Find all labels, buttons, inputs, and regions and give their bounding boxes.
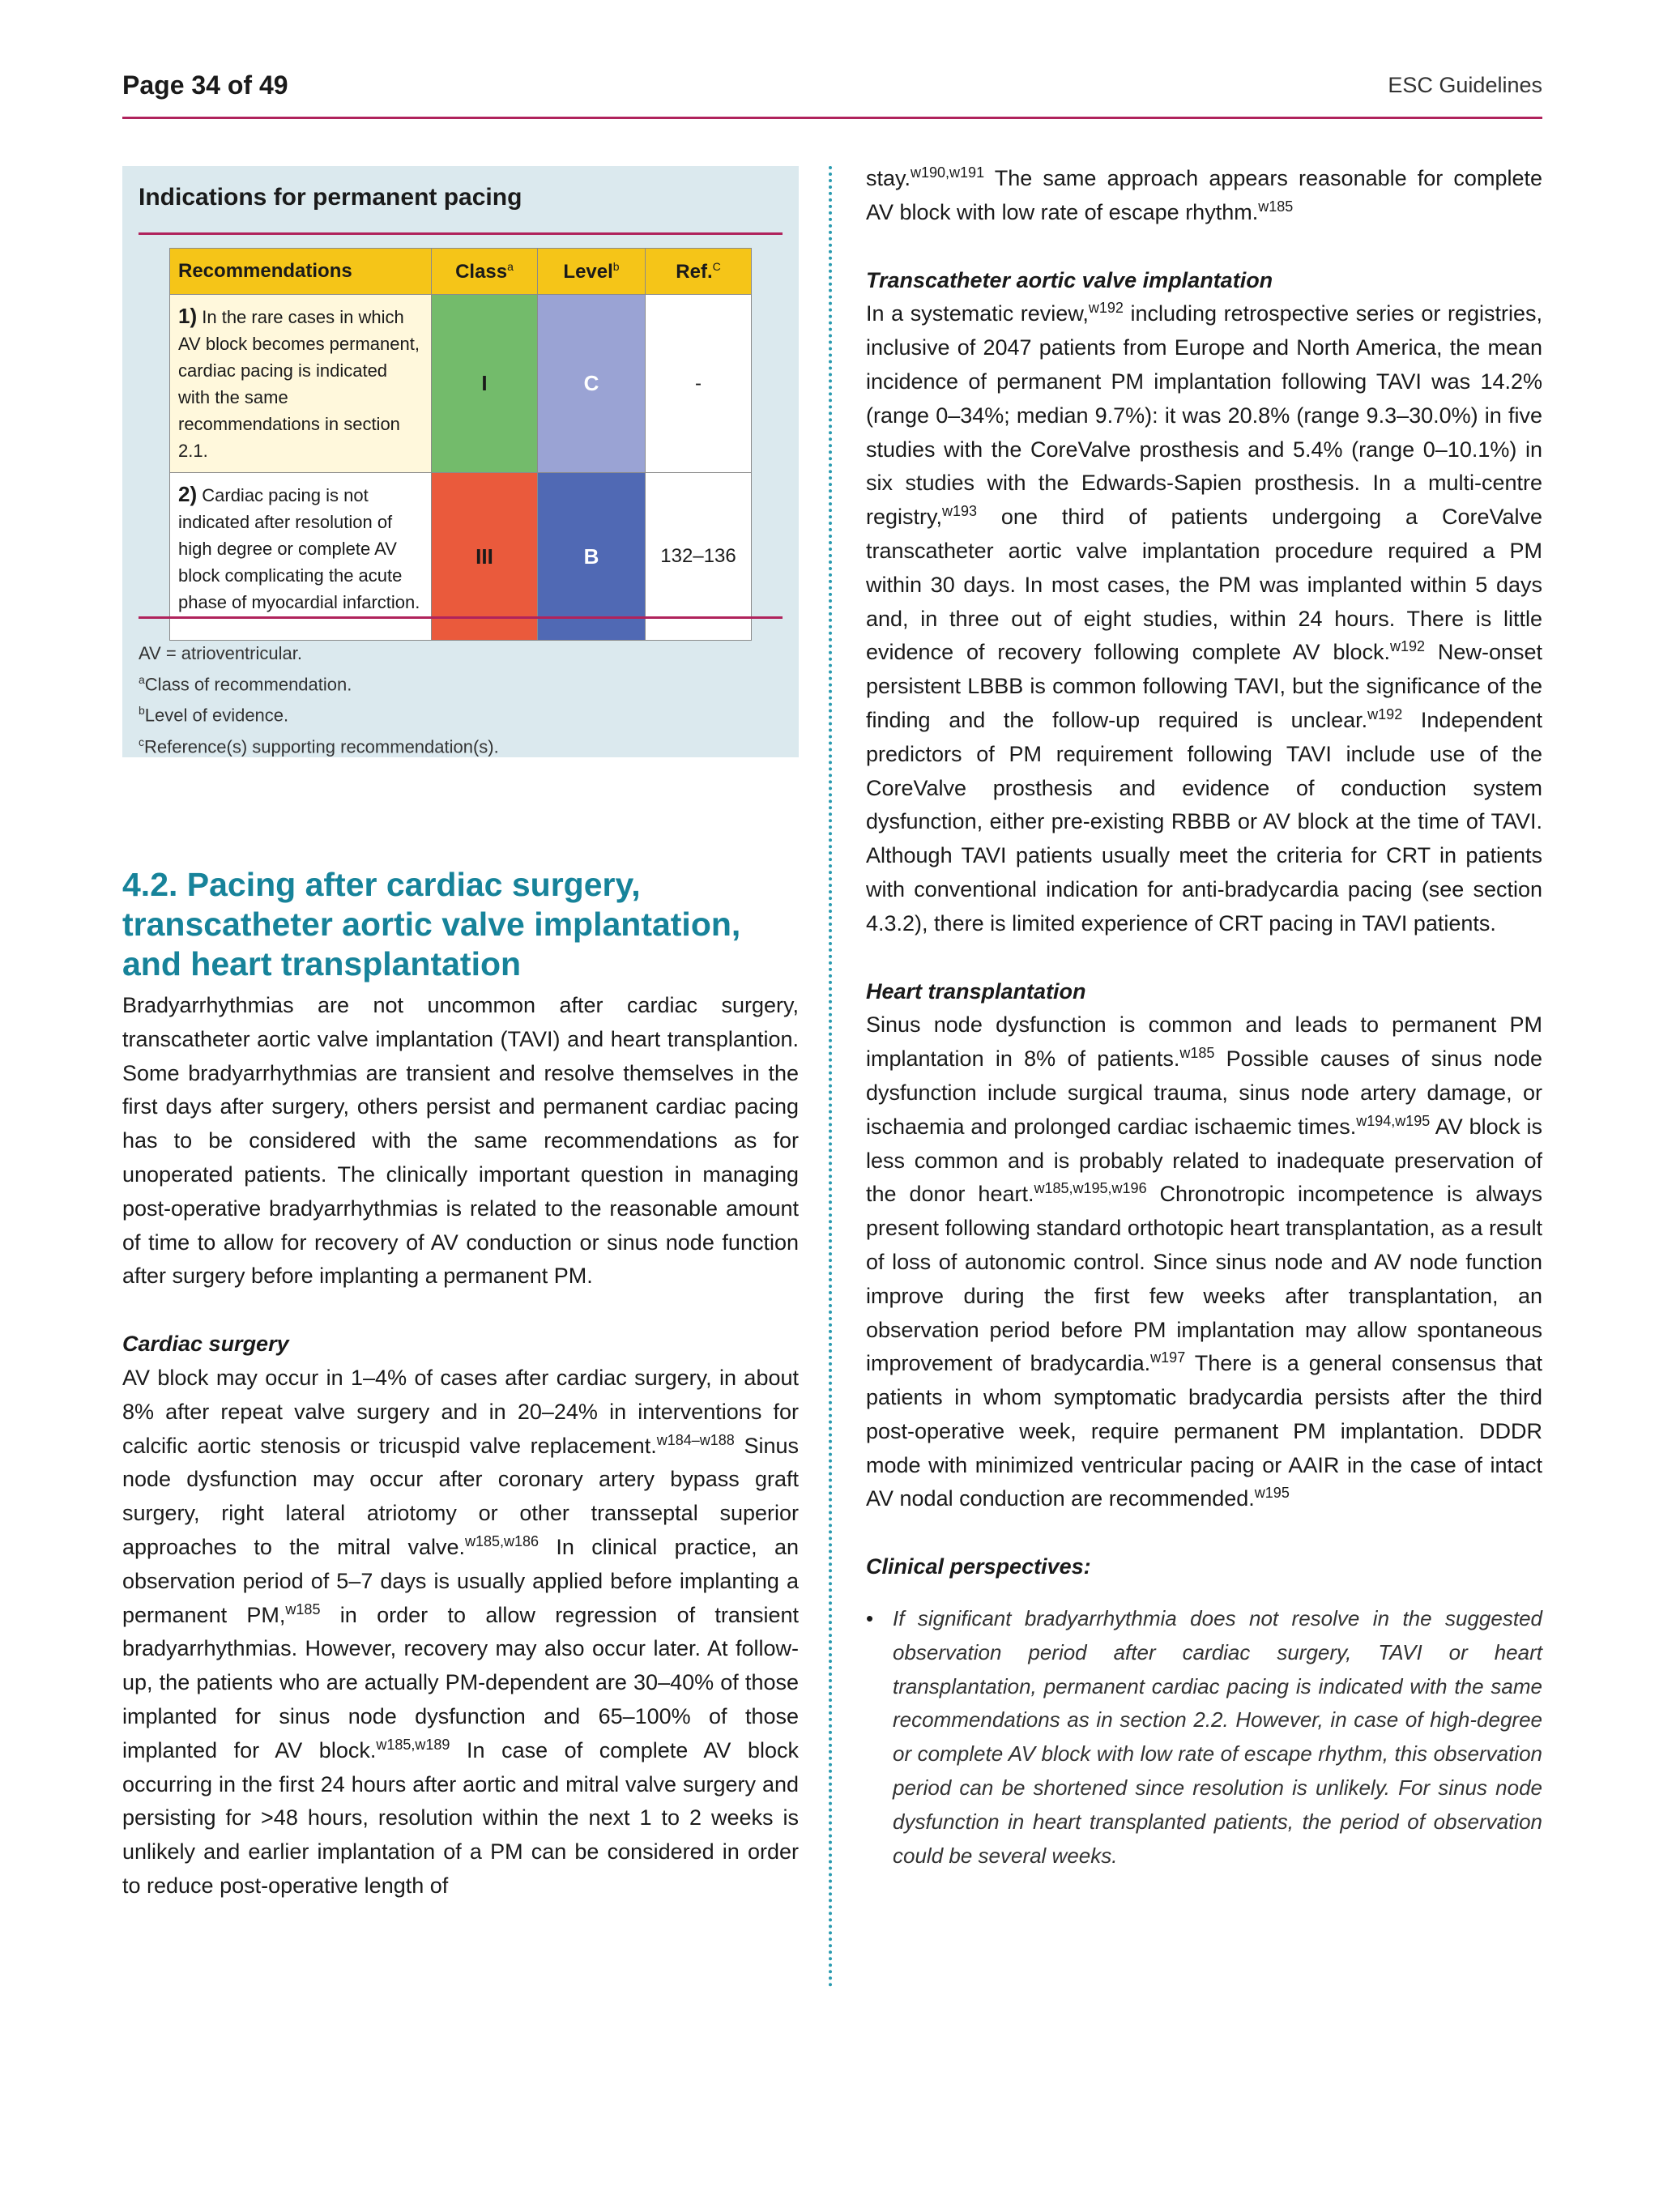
ref-cell: 132–136: [646, 473, 752, 641]
col-header-class: Class$^a$: [432, 249, 538, 295]
level-cell: C: [538, 295, 646, 473]
subheading-heart-transplantation: Heart transplantation: [866, 978, 1086, 1004]
class-cell: III: [432, 473, 538, 641]
list-item: • If significant bradyarrhythmia does not resolve in the suggested observation period after cardiac surgery, TAVI or heart transplantation, permanent cardiac pacing is indicated with the same recommendations as in section 2.2. However, in case of high-degree or complete AV block with low rate of escape rhythm, this observation period can be shortened since resolution is unlikely. For sinus node dysfunction in heart transplanted patients, the period of observation could be several weeks.: [866, 1602, 1542, 1873]
subheading-tavi: Transcatheter aortic valve implantation: [866, 267, 1273, 292]
table-row: [170, 473, 752, 641]
column-divider: [829, 166, 832, 1988]
col-header-ref: Ref.$^C$: [646, 249, 752, 295]
subheading-clinical-perspectives: Clinical perspectives:: [866, 1554, 1091, 1579]
footnote: AV = atrioventricular.: [139, 643, 302, 663]
recommendation-text: 1) In the rare cases in which AV block becomes permanent, cardiac pacing is indicated with the same recommendations in section 2.1.: [170, 295, 432, 473]
page-number: Page 34 of 49: [122, 70, 288, 100]
recommendations-box: [122, 166, 799, 757]
level-cell: B: [538, 473, 646, 641]
header-rule: [122, 117, 1542, 119]
section-heading: 4.2. Pacing after cardiac surgery, transcatheter aortic valve implantation, and heart transplantation: [122, 866, 741, 982]
table-row: [170, 295, 752, 473]
ref-cell: -: [646, 295, 752, 473]
recommendations-table: [169, 248, 752, 641]
paragraph-heart-transplantation: Sinus node dysfunction is common and leads to permanent PM implantation in 8% of patients.$^{w185}$ Possible causes of sinus node dysfunction include surgical trauma, sinus node artery damage, or ischaemia and prolonged cardiac ischaemic times.$^{w194,w195}$ AV block is less common and is probably related to inadequate preservation of the donor heart.$^{w185,w195,w196}$ Chronotropic incompetence is always present following standard orthotopic heart transplantation, as a result of loss of autonomic control. Since sinus node and AV node function improve during the first few weeks after transplantation, an observation period before PM implantation may allow spontaneous improvement of bradycardia.$^{w197}$ There is a general consensus that patients in whom symptomatic bradycardia persists after the third post-operative week, require permanent PM implantation. DDDR mode with minimized ventricular pacing or AAIR in the case of intact AV nodal conduction are recommended.$^{w195}$: [866, 1012, 1543, 1511]
class-cell: I: [432, 295, 538, 473]
table-header-row: [170, 249, 752, 295]
col-header-level: Level$^b$: [538, 249, 646, 295]
table-footnotes: [139, 641, 499, 760]
box-rule-bottom: [139, 616, 783, 619]
clinical-perspectives-list: [866, 1602, 1542, 1873]
left-column: [122, 166, 799, 1903]
paragraph-cardiac-surgery: AV block may occur in 1–4% of cases after cardiac surgery, in about 8% after repeat valve surgery and in 20–24% in interventions for calcific aortic stenosis or tricuspid valve replacement.$^{w184-w188}$ Sinus node dysfunction may occur after coronary artery bypass graft surgery, right lateral atriotomy or other transseptal superior approaches to the mitral valve.$^{w185,w186}$ In clinical practice, an observation period of 5–7 days is usually applied before implanting a permanent PM,$^{w185}$ in order to allow regression of transient bradyarrhythmias. However, recovery may also occur later. At follow-up, the patients who are actually PM-dependent are 30–40% of those implanted for sinus node dysfunction and 65–100% of those implanted for AV block.$^{w185,w189}$ In case of complete AV block occurring in the first 24 hours after aortic and mitral valve surgery and persisting for >48 hours, resolution within the next 1 to 2 weeks is unlikely and earlier implantation of a PM can be considered in order to reduce post-operative length of: [122, 1365, 800, 1898]
journal-name: ESC Guidelines: [1388, 72, 1542, 97]
right-column: [866, 162, 1542, 1873]
col-header-recommendations: Recommendations: [170, 249, 432, 295]
section-intro: Bradyarrhythmias are not uncommon after cardiac surgery, transcatheter aortic valve implantation (TAVI) and heart transplantion. Some bradyarrhythmias are transient and resolve themselves in the first days after surgery, others persist and permanent cardiac pacing has to be considered with the same recommendations as for unoperated patients. The clinically important question in managing post-operative bradyarrhythmias is related to the reasonable amount of time to allow for recovery of AV conduction or sinus node function after surgery before implanting a permanent PM.: [122, 993, 799, 1289]
subheading-cardiac-surgery: Cardiac surgery: [122, 1332, 289, 1357]
page-header: [122, 65, 1542, 105]
recommendation-text: 2) Cardiac pacing is not indicated after resolution of high degree or complete AV block complicating the acute phase of myocardial infarction.: [170, 473, 432, 641]
recommendations-box-title: Indications for permanent pacing: [139, 184, 522, 211]
footnote: $^b$Level of evidence.: [139, 704, 289, 726]
footnote: $^c$Reference(s) supporting recommendation(s).: [139, 735, 499, 757]
paragraph-tavi: In a systematic review,$^{w192}$ including retrospective series or registries, inclusive of 2047 patients from Europe and North America, the mean incidence of permanent PM implantation following TAVI was 14.2% (range 0–34%; median 9.7%): it was 20.8% (range 9.3–30.0%) in five studies with the CoreValve prosthesis and 5.4% (range 0–10.1%) in six studies with the Edwards-Sapien prosthesis. In a multi-centre registry,$^{w193}$ one third of patients undergoing a CoreValve transcatheter aortic valve implantation procedure required a PM within 30 days. In most cases, the PM was implanted within 5 days and, in three out of eight studies, within 24 hours. There is little evidence of recovery following complete AV block.$^{w192}$ New-onset persistent LBBB is common following TAVI, but the significance of the finding and the follow-up required is unclear.$^{w192}$ Independent predictors of PM requirement following TAVI include use of the CoreValve prosthesis and evidence of conduction system dysfunction, either pre-existing RBBB or AV block at the time of TAVI. Although TAVI patients usually meet the criteria for CRT in patients with conventional indication for anti-bradycardia pacing (see section 4.3.2), there is limited experience of CRT pacing in TAVI patients.: [866, 300, 1542, 936]
paragraph-continuation: stay.$^{w190,w191}$ The same approach appears reasonable for complete AV block with low rate of escape rhythm.$^{w185}$: [866, 164, 1542, 224]
footnote: $^a$Class of recommendation.: [139, 673, 352, 695]
box-rule-top: [139, 232, 783, 235]
